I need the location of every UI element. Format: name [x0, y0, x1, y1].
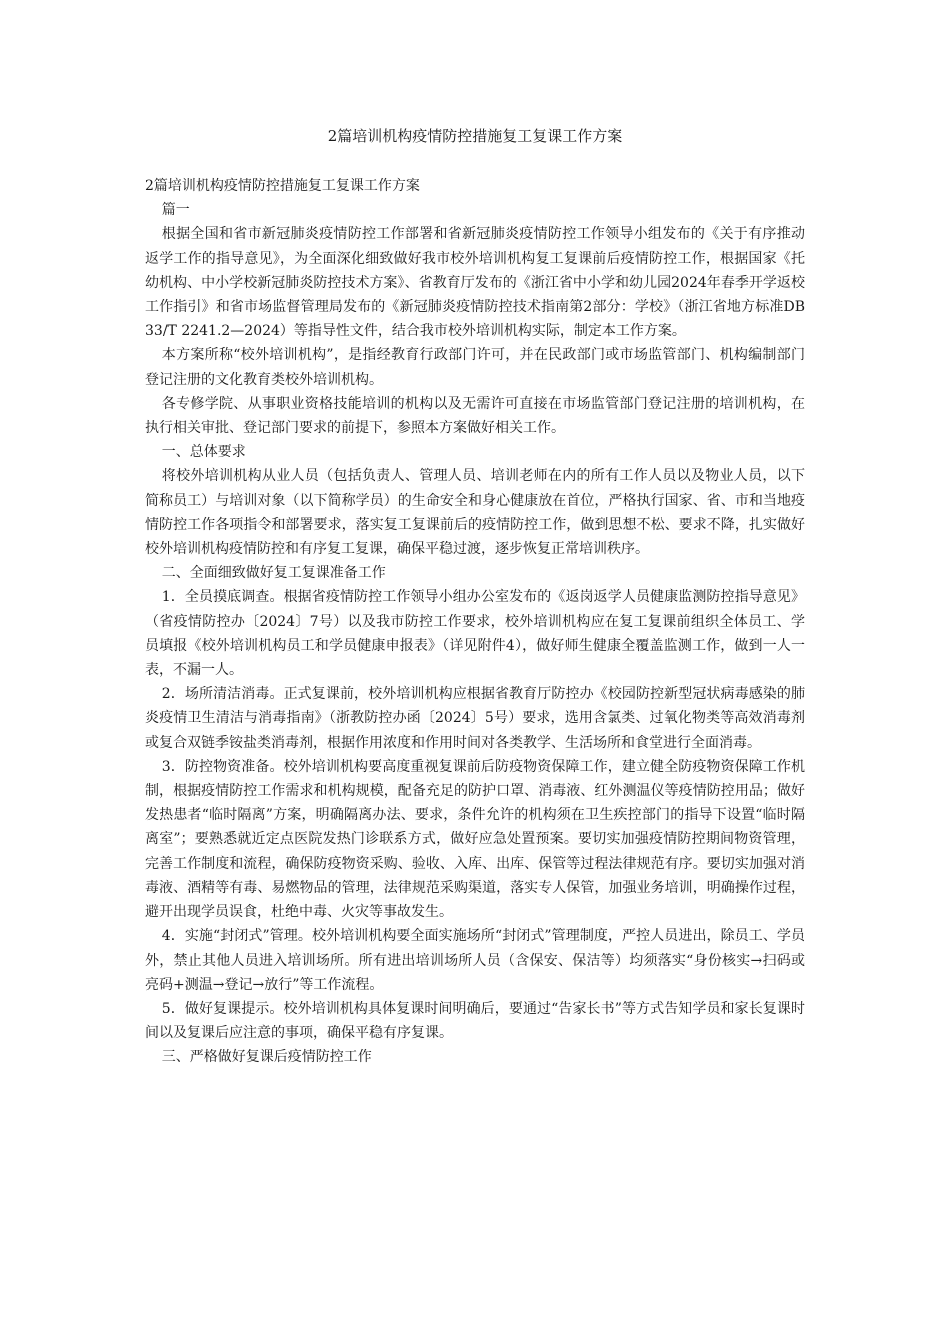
- paragraph-basis: 根据全国和省市新冠肺炎疫情防控工作部署和省新冠肺炎疫情防控工作领导小组发布的《关于有序推动返学工作的指导意见》，为全面深化细致做好我市校外培训机构复工复课前后疫情防控工作，根据国家《托幼机构、中小学校新冠肺炎防控技术方案》、省教育厅发布的《浙江省中小学和幼儿园2024年春季开学返校工作指引》和省市场监督管理局发布的《新冠肺炎疫情防控技术指南第2部分：学校》（浙江省地方标准DB33/T 2241.2—2024）等指导性文件，结合我市校外培训机构实际，制定本工作方案。: [145, 226, 805, 340]
- document-body: [145, 174, 805, 1070]
- paragraph-item-1-survey: 1．全员摸底调查。根据省疫情防控工作领导小组办公室发布的《返岗返学人员健康监测防控指导意见》（省疫情防控办〔2024〕7号）以及我市防控工作要求，校外培训机构应在复工复课前组织全体员工、学员填报《校外培训机构员工和学员健康申报表》（详见附件4），做好师生健康全覆盖监测工作，做到一人一表，不漏一人。: [145, 589, 805, 679]
- paragraph-scope: 各专修学院、从事职业资格技能培训的机构以及无需许可直接在市场监管部门登记注册的培训机构，在执行相关审批、登记部门要求的前提下，参照本方案做好相关工作。: [145, 395, 805, 437]
- paragraph-item-3-supplies: 3．防控物资准备。校外培训机构要高度重视复课前后防疫物资保障工作，建立健全防疫物资保障工作机制，根据疫情防控工作需求和机构规模，配备充足的防护口罩、消毒液、红外测温仪等疫情防控用品；做好发热患者“临时隔离”方案，明确隔离办法、要求，条件允许的机构须在卫生疾控部门的指导下设置“临时隔离室”；要熟悉就近定点医院发热门诊联系方式，做好应急处置预案。要切实加强疫情防控期间物资管理，完善工作制度和流程，确保防疫物资采购、验收、入库、出库、保管等过程法律规范有序。要切实加强对消毒液、酒精等有毒、易燃物品的管理，法律规范采购渠道，落实专人保管，加强业务培训，明确操作过程，避开出现学员误食，杜绝中毒、火灾等事故发生。: [145, 758, 805, 921]
- paragraph-general-requirements: 将校外培训机构从业人员（包括负责人、管理人员、培训老师在内的所有工作人员以及物业人员，以下简称员工）与培训对象（以下简称学员）的生命安全和身心健康放在首位，严格执行国家、省、市和当地疫情防控工作各项指令和部署要求，落实复工复课前后的疫情防控工作，做到思想不松、要求不降，扎实做好校外培训机构疫情防控和有序复工复课，确保平稳过渡，逐步恢复正常培训秩序。: [145, 468, 805, 558]
- section-heading-preparation: 二、全面细致做好复工复课准备工作: [161, 565, 386, 582]
- section-heading-general-requirements: 一、总体要求: [161, 444, 246, 461]
- paragraph-item-4-closed-management: 4．实施“封闭式”管理。校外培训机构要全面实施场所“封闭式”管理制度，严控人员进出，除员工、学员外，禁止其他人员进入培训场所。所有进出培训场所人员（含保安、保洁等）均须落实“身份核实→扫码或亮码+测温→登记→放行”等工作流程。: [145, 928, 805, 993]
- paragraph-item-2-disinfection: 2．场所清洁消毒。正式复课前，校外培训机构应根据省教育厅防控办《校园防控新型冠状病毒感染的肺炎疫情卫生清洁与消毒指南》（浙教防控办函〔2024〕5号）要求，选用含氯类、过氧化物类等高效消毒剂或复合双链季铵盐类消毒剂，根据作用浓度和作用时间对各类教学、生活场所和食堂进行全面消毒。: [145, 686, 805, 751]
- section-label-part-one: 篇一: [161, 202, 190, 219]
- section-heading-after-resumption: 三、严格做好复课后疫情防控工作: [161, 1049, 372, 1066]
- document-title: 2篇培训机构疫情防控措施复工复课工作方案: [327, 127, 623, 145]
- paragraph-item-5-notice: 5．做好复课提示。校外培训机构具体复课时间明确后，要通过“告家长书”等方式告知学员和家长复课时间以及复课后应注意的事项，确保平稳有序复课。: [145, 1000, 805, 1042]
- document-subtitle: 2篇培训机构疫情防控措施复工复课工作方案: [145, 178, 420, 194]
- paragraph-definition: 本方案所称“校外培训机构”，是指经教育行政部门许可，并在民政部门或市场监管部门、机构编制部门登记注册的文化教育类校外培训机构。: [145, 347, 805, 388]
